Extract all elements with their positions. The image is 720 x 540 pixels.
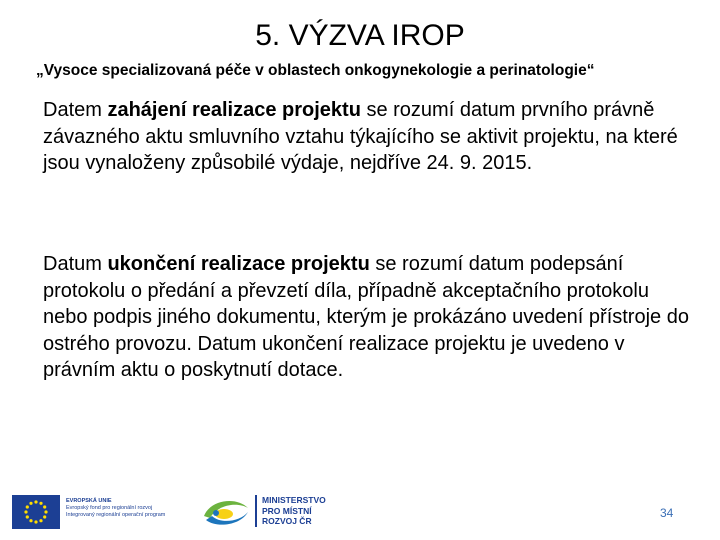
- paragraph-start-term: zahájení realizace projektu: [107, 99, 361, 121]
- eu-logo-line-1: Evropský fond pro regionální rozvoj: [66, 505, 153, 511]
- paragraph-start-date: [43, 97, 693, 177]
- paragraph-end-intro: Datum: [43, 253, 108, 275]
- paragraph-end-rest: se rozumí datum podepsání protokolu o předání a převzetí díla, případně akceptačního protokolu nebo podpis jiného dokumentu, kterým je prokázáno uvedení přístroje do ostrého provozu. Datum ukončení realizace projektu je uvedeno v právním aktu o poskytnutí dotace.: [43, 253, 689, 381]
- irop-swirl-icon: [200, 494, 252, 530]
- page-number: 34: [660, 506, 674, 520]
- ministry-divider: [255, 495, 257, 527]
- eu-logo-line-2: Integrovaný regionální operační program: [66, 512, 166, 518]
- paragraph-end-date: [43, 251, 693, 384]
- ministry-line-1: MINISTERSTVO: [262, 495, 326, 505]
- slide-title: 5. VÝZVA IROP: [255, 19, 465, 52]
- paragraph-end-term: ukončení realizace projektu: [107, 253, 370, 275]
- paragraph-start-rest: se rozumí datum prvního právně závazného aktu smluvního vztahu týkajícího se aktivit projektu, na které jsou vynaloženy způsobilé výdaje, nejdříve 24. 9. 2015.: [43, 99, 678, 174]
- eu-logo-title: EVROPSKÁ UNIE: [66, 498, 112, 504]
- eu-flag-icon: [12, 495, 60, 529]
- ministry-line-3: ROZVOJ ČR: [262, 516, 312, 526]
- eu-logo-text: [66, 498, 196, 519]
- paragraph-start-intro: Datem: [43, 99, 108, 121]
- footer-logos: [12, 492, 332, 532]
- slide-subtitle: „Vysoce specializovaná péče v oblastech onkogynekologie a perinatologie“: [36, 62, 595, 79]
- ministry-logo-text: [262, 495, 326, 527]
- ministry-line-2: PRO MÍSTNÍ: [262, 505, 312, 516]
